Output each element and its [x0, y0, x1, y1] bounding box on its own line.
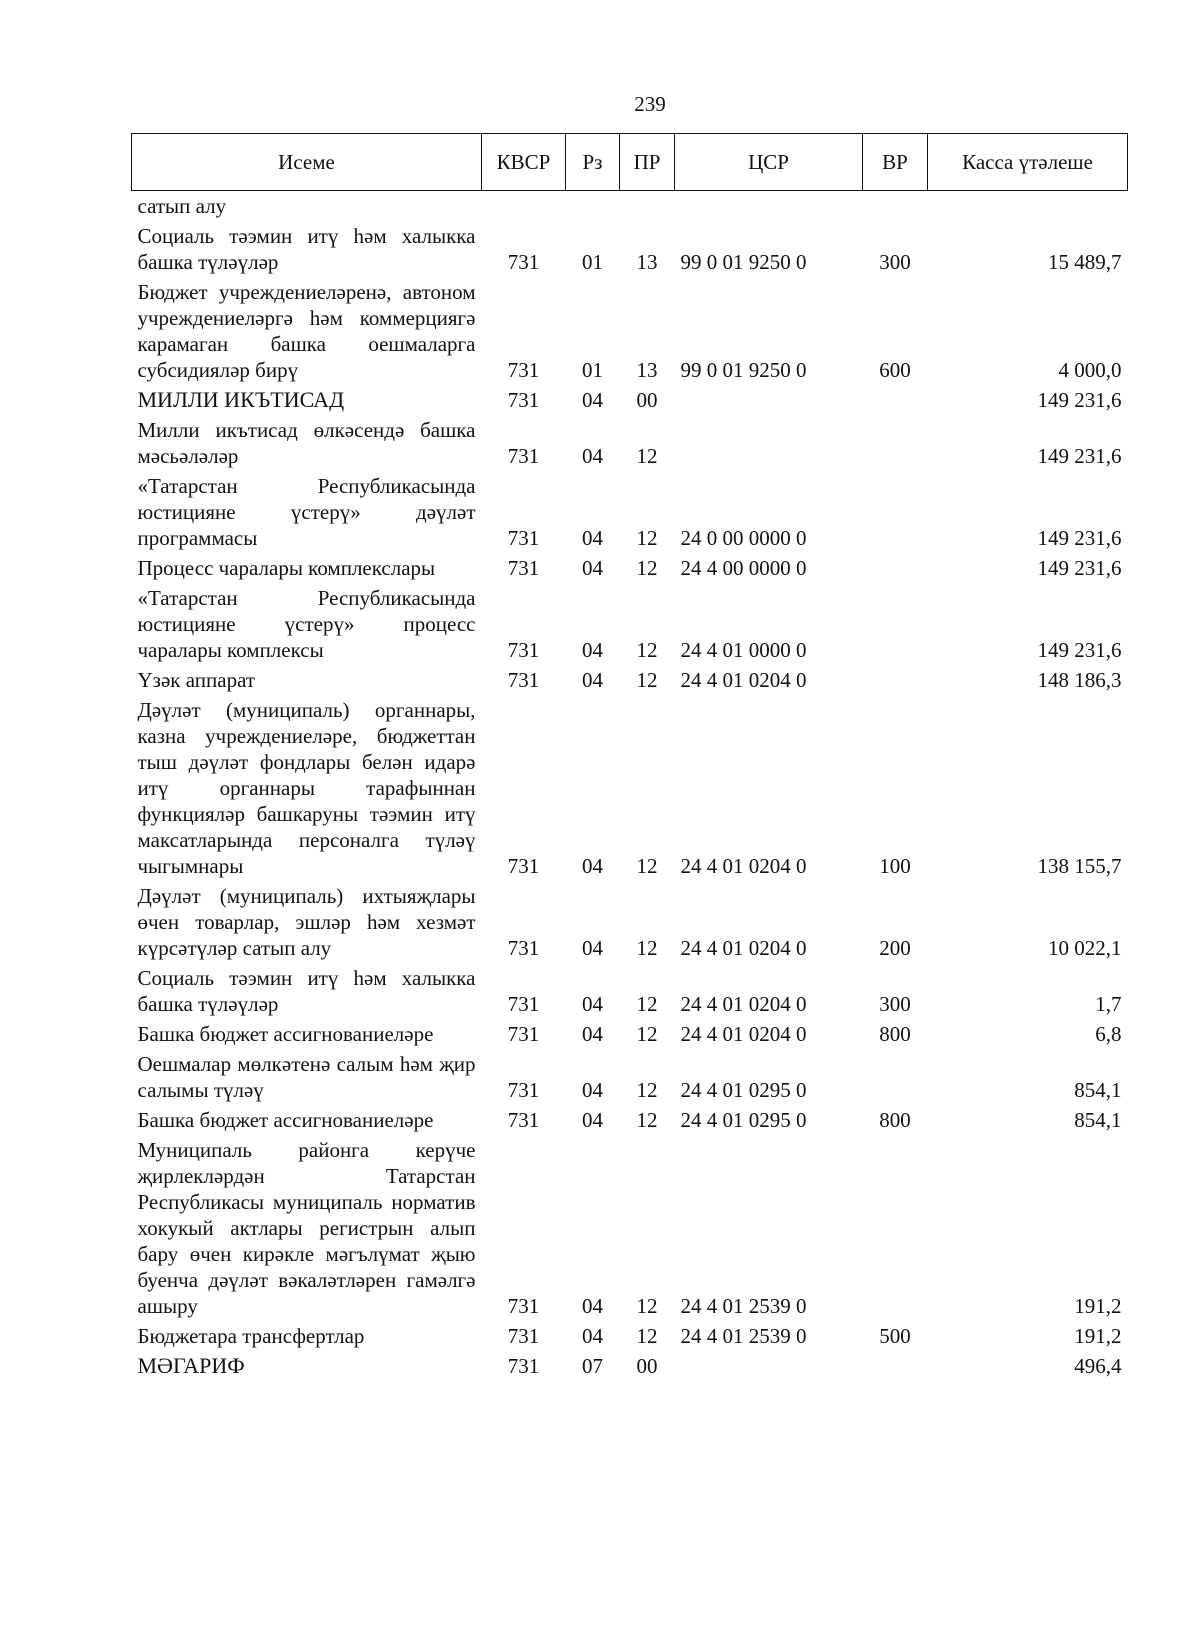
cell-name: Процесс чаралары комплекслары — [137, 556, 436, 580]
cell-pr: 00 — [636, 1354, 658, 1378]
cell-sum: 1,7 — [1095, 992, 1122, 1016]
cell-sum: 191,2 — [1074, 1294, 1122, 1318]
cell-kvsr: 731 — [507, 1294, 540, 1318]
table-header — [132, 134, 1128, 191]
cell-name: Башка бюджет ассигнованиеләре — [137, 1022, 434, 1046]
table-row — [132, 277, 1128, 385]
cell-csr: 24 4 01 0295 0 — [680, 1078, 807, 1102]
cell-sum: 148 186,3 — [1037, 668, 1122, 692]
cell-vr — [863, 1049, 928, 1105]
cell-name: «Татарстан Республикасында юстицияне үстерү» дәүләт программасы — [137, 474, 476, 550]
table-row — [132, 415, 1128, 471]
cell-sum: 149 231,6 — [1037, 388, 1122, 412]
cell-rz: 04 — [582, 526, 603, 550]
cell-sum: 496,4 — [1074, 1354, 1122, 1378]
cell-pr: 12 — [636, 556, 658, 580]
cell-rz: 04 — [582, 638, 603, 662]
cell-csr: 24 4 01 0204 0 — [680, 1022, 807, 1046]
cell-sum: 149 231,6 — [1037, 638, 1122, 662]
cell-name: Социаль тәэмин итү һәм халыкка башка түләүләр — [137, 224, 476, 274]
cell-vr: 300 — [879, 992, 911, 1016]
cell-name: Бюджет учреждениеләренә, автоном учреждениеләргә һәм коммерциягә карамаган башка оешмаларга субсидияләр бирү — [137, 280, 476, 382]
cell-csr — [675, 191, 863, 222]
cell-name: Муниципаль районга керүче җирлекләрдән Татарстан Республикасы муниципаль норматив хокукый актлары регистрын алып бару өчен кирәкле мәгълүмат җыю буенча дәүләт вәкаләтләрен гамәлгә ашыру — [137, 1138, 476, 1318]
cell-csr: 99 0 01 9250 0 — [680, 358, 807, 382]
cell-sum: 6,8 — [1095, 1022, 1122, 1046]
cell-rz: 04 — [582, 936, 603, 960]
cell-pr: 00 — [636, 388, 658, 412]
cell-vr — [863, 553, 928, 583]
table-row — [132, 1321, 1128, 1351]
cell-csr: 24 4 01 0204 0 — [680, 854, 807, 878]
cell-rz: 04 — [582, 388, 603, 412]
cell-rz: 04 — [582, 1108, 603, 1132]
cell-vr: 100 — [879, 854, 911, 878]
cell-kvsr: 731 — [507, 1108, 540, 1132]
cell-rz: 04 — [582, 1294, 603, 1318]
cell-sum: 15 489,7 — [1048, 250, 1122, 274]
cell-sum: 10 022,1 — [1048, 936, 1122, 960]
cell-kvsr: 731 — [507, 668, 540, 692]
cell-name: сатып алу — [137, 194, 227, 218]
cell-csr — [675, 1351, 863, 1381]
table-row — [132, 1049, 1128, 1105]
header-kvsr: КВСР — [482, 134, 566, 191]
cell-rz: 04 — [582, 668, 603, 692]
table-row — [132, 881, 1128, 963]
cell-pr: 12 — [636, 1078, 658, 1102]
cell-kvsr: 731 — [507, 388, 540, 412]
cell-sum: 191,2 — [1074, 1324, 1122, 1348]
cell-pr: 12 — [636, 1324, 658, 1348]
cell-pr: 12 — [636, 854, 658, 878]
cell-pr: 12 — [636, 638, 658, 662]
cell-rz: 04 — [582, 556, 603, 580]
header-sum: Касса үтәлеше — [928, 134, 1128, 191]
cell-rz: 04 — [582, 1078, 603, 1102]
cell-csr: 24 4 01 0000 0 — [680, 638, 807, 662]
cell-rz: 04 — [582, 1022, 603, 1046]
cell-kvsr: 731 — [507, 1324, 540, 1348]
cell-vr — [863, 1351, 928, 1381]
cell-vr: 200 — [879, 936, 911, 960]
cell-vr — [863, 385, 928, 415]
table-body — [132, 191, 1128, 1382]
cell-name: Бюджетара трансфертлар — [137, 1324, 365, 1348]
cell-pr: 13 — [636, 250, 658, 274]
table-row — [132, 1351, 1128, 1381]
cell-vr — [863, 1135, 928, 1321]
cell-sum: 4 000,0 — [1058, 358, 1122, 382]
cell-kvsr: 731 — [507, 854, 540, 878]
cell-sum: 854,1 — [1074, 1108, 1122, 1132]
cell-kvsr: 731 — [507, 1354, 540, 1378]
cell-vr: 300 — [879, 250, 911, 274]
cell-vr: 600 — [879, 358, 911, 382]
table-row — [132, 583, 1128, 665]
table-row — [132, 385, 1128, 415]
cell-name: МИЛЛИ ИКЪТИСАД — [137, 387, 345, 412]
cell-name: Милли икътисад өлкәсендә башка мәсьәләләр — [137, 418, 476, 468]
table-row — [132, 471, 1128, 553]
table-row — [132, 1105, 1128, 1135]
cell-sum — [928, 191, 1128, 222]
cell-kvsr: 731 — [507, 936, 540, 960]
cell-name: Социаль тәэмин итү һәм халыкка башка түләүләр — [137, 966, 476, 1016]
cell-pr: 12 — [636, 936, 658, 960]
cell-kvsr: 731 — [507, 526, 540, 550]
cell-kvsr: 731 — [507, 358, 540, 382]
cell-sum: 149 231,6 — [1037, 444, 1122, 468]
cell-pr: 12 — [636, 668, 658, 692]
cell-name: Дәүләт (муниципаль) ихтыяҗлары өчен товарлар, эшләр һәм хезмәт күрсәтүләр сатып алу — [137, 884, 476, 960]
cell-vr — [863, 583, 928, 665]
cell-kvsr: 731 — [507, 1022, 540, 1046]
cell-pr: 12 — [636, 444, 658, 468]
cell-name: Оешмалар мөлкәтенә салым һәм җир салымы түләү — [137, 1052, 476, 1102]
cell-kvsr: 731 — [507, 250, 540, 274]
cell-pr: 12 — [636, 1294, 658, 1318]
cell-rz: 04 — [582, 444, 603, 468]
table-row — [132, 221, 1128, 277]
cell-csr: 24 4 01 0295 0 — [680, 1108, 807, 1132]
table-row — [132, 963, 1128, 1019]
cell-sum: 854,1 — [1074, 1078, 1122, 1102]
cell-csr: 24 4 01 2539 0 — [680, 1294, 807, 1318]
cell-name: Башка бюджет ассигнованиеләре — [137, 1108, 434, 1132]
cell-rz: 01 — [582, 358, 603, 382]
cell-name: Үзәк аппарат — [137, 668, 256, 692]
cell-pr: 12 — [636, 992, 658, 1016]
cell-csr: 24 4 01 2539 0 — [680, 1324, 807, 1348]
cell-vr — [863, 191, 928, 222]
header-pr: ПР — [620, 134, 675, 191]
cell-csr: 24 0 00 0000 0 — [680, 526, 807, 550]
cell-rz: 04 — [582, 854, 603, 878]
header-vr: ВР — [863, 134, 928, 191]
cell-csr: 24 4 01 0204 0 — [680, 992, 807, 1016]
cell-csr — [675, 385, 863, 415]
cell-rz: 01 — [582, 250, 603, 274]
cell-name: МӘГАРИФ — [137, 1353, 245, 1378]
cell-rz: 04 — [582, 992, 603, 1016]
cell-csr: 24 4 00 0000 0 — [680, 556, 807, 580]
table-row — [132, 1019, 1128, 1049]
cell-vr: 800 — [879, 1108, 911, 1132]
cell-name: Дәүләт (муниципаль) органнары, казна учреждениеләре, бюджеттан тыш дәүләт фондлары белән идарә итү органнары тарафыннан функцияләр башкаруны тәэмин итү максатларында персоналга түләү чыгымнары — [137, 698, 476, 878]
table-row — [132, 191, 1128, 222]
cell-sum: 149 231,6 — [1037, 526, 1122, 550]
cell-sum: 138 155,7 — [1037, 854, 1122, 878]
header-rz: Рз — [566, 134, 620, 191]
cell-csr: 24 4 01 0204 0 — [680, 668, 807, 692]
cell-vr — [863, 415, 928, 471]
cell-kvsr: 731 — [507, 992, 540, 1016]
cell-pr: 12 — [636, 526, 658, 550]
cell-sum: 149 231,6 — [1037, 556, 1122, 580]
cell-rz — [566, 191, 620, 222]
cell-name: «Татарстан Республикасында юстицияне үстерү» процесс чаралары комплексы — [137, 586, 476, 662]
cell-pr: 12 — [636, 1022, 658, 1046]
cell-vr: 800 — [879, 1022, 911, 1046]
cell-pr — [620, 191, 675, 222]
page-number: 239 — [634, 92, 666, 116]
budget-table — [131, 133, 1128, 1381]
table-row — [132, 695, 1128, 881]
cell-kvsr: 731 — [507, 556, 540, 580]
table-row — [132, 1135, 1128, 1321]
header-csr: ЦСР — [675, 134, 863, 191]
cell-kvsr: 731 — [507, 444, 540, 468]
cell-vr — [863, 665, 928, 695]
cell-kvsr: 731 — [507, 638, 540, 662]
cell-pr: 13 — [636, 358, 658, 382]
cell-rz: 04 — [582, 1324, 603, 1348]
cell-csr: 24 4 01 0204 0 — [680, 936, 807, 960]
cell-pr: 12 — [636, 1108, 658, 1132]
table-row — [132, 665, 1128, 695]
cell-vr — [863, 471, 928, 553]
cell-kvsr: 731 — [507, 1078, 540, 1102]
cell-csr — [675, 415, 863, 471]
cell-csr: 99 0 01 9250 0 — [680, 250, 807, 274]
cell-rz: 07 — [582, 1354, 603, 1378]
cell-vr: 500 — [879, 1324, 911, 1348]
header-name: Исеме — [132, 134, 482, 191]
table-row — [132, 553, 1128, 583]
cell-kvsr — [482, 191, 566, 222]
